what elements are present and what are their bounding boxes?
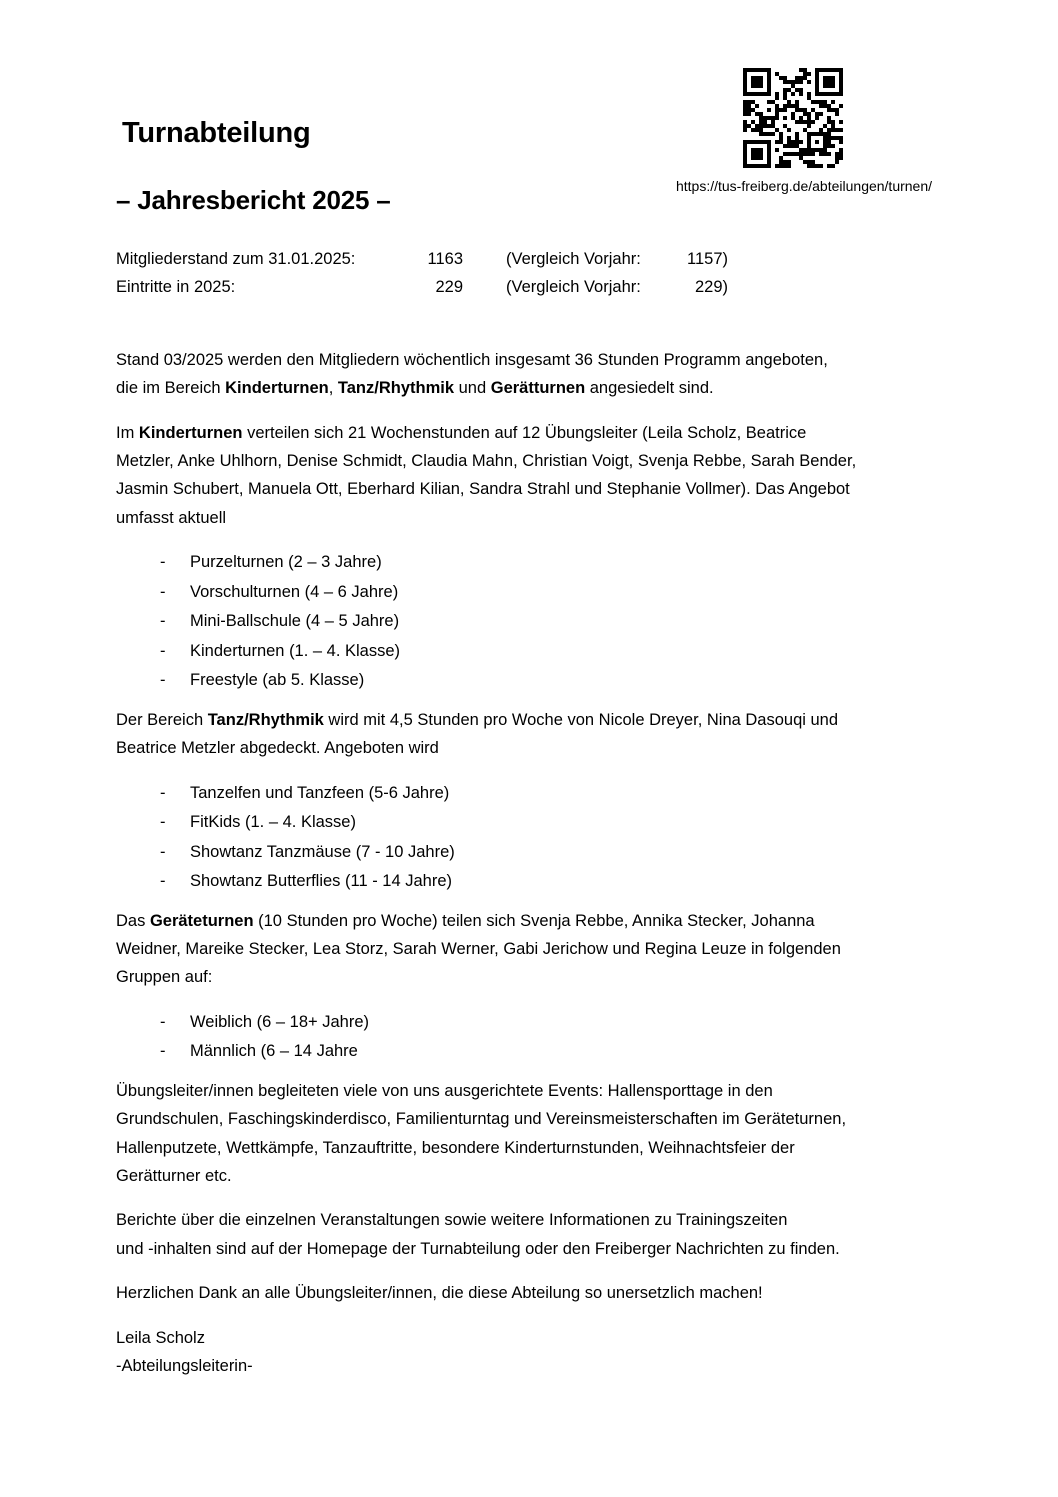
stats-row-joins bbox=[116, 273, 998, 301]
text-run: Grundschulen, Faschingskinderdisco, Familienturntag und Vereinsmeisterschaften im Geräteturnen, bbox=[116, 1110, 847, 1129]
text-run: wird mit 4,5 Stunden pro Woche von Nicole Dreyer, Nina Dasouqi und bbox=[323, 710, 839, 729]
bullet-marker: - bbox=[160, 1012, 166, 1031]
qr-url: https://tus-freiberg.de/abteilungen/turnen/ bbox=[675, 178, 933, 194]
list-item-text: Purzelturnen (2 – 3 Jahre) bbox=[190, 553, 382, 572]
text-run: Jasmin Schubert, Manuela Ott, Eberhard Kilian, Sandra Strahl und Stephanie Vollmer). Das Angebot bbox=[116, 480, 850, 499]
text-line bbox=[116, 1105, 998, 1133]
stat-compare-value: 229) bbox=[694, 278, 728, 297]
list-item bbox=[116, 637, 998, 667]
text-run: Leila Scholz bbox=[116, 1328, 205, 1347]
text-line bbox=[116, 1279, 998, 1307]
text-line bbox=[116, 447, 998, 475]
text-run: und -inhalten sind auf der Homepage der Turnabteilung oder den Freiberger Nachrichten zu finden. bbox=[116, 1239, 840, 1258]
text-line bbox=[116, 374, 998, 402]
text-line bbox=[116, 1134, 998, 1162]
text-run: Stand 03/2025 werden den Mitgliedern wöchentlich insgesamt 36 Stunden Programm angeboten, bbox=[116, 350, 828, 369]
list-item-text: Tanzelfen und Tanzfeen (5-6 Jahre) bbox=[190, 783, 450, 802]
bold-text-run: Kinderturnen bbox=[225, 379, 329, 398]
text-line bbox=[116, 907, 998, 935]
text-line bbox=[116, 504, 998, 532]
text-run: und bbox=[454, 379, 491, 398]
stat-compare-label: (Vergleich Vorjahr: bbox=[506, 250, 641, 268]
text-line bbox=[116, 1206, 998, 1234]
text-run: Im bbox=[116, 423, 139, 442]
text-line bbox=[116, 1324, 998, 1352]
list-item bbox=[116, 607, 998, 637]
bullet-list bbox=[116, 779, 998, 897]
stat-label: Eintritte in 2025: bbox=[116, 278, 236, 297]
list-item bbox=[116, 808, 998, 838]
stat-label: Mitgliederstand zum 31.01.2025: bbox=[116, 250, 356, 268]
text-run: Herzlichen Dank an alle Übungsleiter/innen, die diese Abteilung so unersetzlich machen! bbox=[116, 1284, 763, 1303]
qr-block bbox=[643, 68, 965, 195]
text-line bbox=[116, 1235, 998, 1263]
bullet-list bbox=[116, 548, 998, 696]
stat-value: 229 bbox=[435, 278, 463, 297]
text-run: Berichte über die einzelnen Veranstaltungen sowie weitere Informationen zu Trainingszeiten bbox=[116, 1211, 788, 1230]
text-run: , bbox=[328, 379, 338, 398]
bold-text-run: Gerätturnen bbox=[490, 379, 586, 398]
text-line bbox=[116, 963, 998, 991]
stats-row-members bbox=[116, 245, 998, 273]
list-item bbox=[116, 867, 998, 897]
bullet-marker: - bbox=[160, 582, 166, 601]
text-line bbox=[116, 1162, 998, 1190]
paragraph bbox=[116, 346, 998, 403]
list-item-text: Showtanz Tanzmäuse (7 - 10 Jahre) bbox=[190, 842, 455, 861]
bullet-marker: - bbox=[160, 842, 166, 861]
bold-text-run: Kinderturnen bbox=[138, 423, 243, 442]
document-body bbox=[116, 346, 998, 1381]
text-line bbox=[116, 1077, 998, 1105]
text-run: angesiedelt sind. bbox=[585, 379, 714, 398]
bullet-marker: - bbox=[160, 671, 166, 690]
bold-text-run: Geräteturnen bbox=[149, 911, 254, 930]
page-title: Turnabteilung bbox=[122, 117, 311, 149]
text-run: Metzler, Anke Uhlhorn, Denise Schmidt, Claudia Mahn, Christian Voigt, Svenja Rebbe, Sarah Bender, bbox=[116, 452, 857, 471]
paragraph bbox=[116, 419, 998, 533]
list-item-text: Freestyle (ab 5. Klasse) bbox=[190, 671, 365, 690]
text-run: die im Bereich bbox=[116, 379, 226, 398]
bullet-list bbox=[116, 1008, 998, 1067]
bullet-marker: - bbox=[160, 641, 166, 660]
text-line bbox=[116, 706, 998, 734]
paragraph bbox=[116, 706, 998, 763]
list-item bbox=[116, 779, 998, 809]
bold-text-run: Tanz/Rhythmik bbox=[207, 710, 324, 729]
bullet-marker: - bbox=[160, 612, 166, 631]
text-line bbox=[116, 935, 998, 963]
text-line bbox=[116, 419, 998, 447]
qr-code-image bbox=[743, 68, 843, 168]
bullet-marker: - bbox=[160, 783, 166, 802]
text-run: -Abteilungsleiterin- bbox=[116, 1357, 253, 1376]
list-item-text: FitKids (1. – 4. Klasse) bbox=[190, 813, 356, 832]
list-item-text: Weiblich (6 – 18+ Jahre) bbox=[190, 1012, 369, 1031]
bullet-marker: - bbox=[160, 813, 166, 832]
paragraph bbox=[116, 1077, 998, 1191]
list-item bbox=[116, 578, 998, 608]
stats-spacer bbox=[463, 273, 506, 301]
stat-value: 1163 bbox=[427, 250, 463, 268]
text-run: Der Bereich bbox=[116, 710, 208, 729]
list-item bbox=[116, 1008, 998, 1038]
bullet-marker: - bbox=[160, 553, 166, 572]
text-run: Gruppen auf: bbox=[116, 968, 213, 987]
bullet-marker: - bbox=[160, 872, 166, 891]
text-run: (10 Stunden pro Woche) teilen sich Svenja Rebbe, Annika Stecker, Johanna bbox=[253, 911, 815, 930]
list-item bbox=[116, 838, 998, 868]
bullet-marker: - bbox=[160, 1042, 166, 1061]
paragraph bbox=[116, 1279, 998, 1307]
membership-stats bbox=[116, 245, 998, 302]
text-run: Hallenputzete, Wettkämpfe, Tanzauftritte, besondere Kinderturnstunden, Weihnachtsfeier der bbox=[116, 1138, 795, 1157]
text-line bbox=[116, 475, 998, 503]
list-item-text: Männlich (6 – 14 Jahre bbox=[190, 1042, 358, 1061]
stats-spacer bbox=[463, 245, 506, 273]
text-run: Weidner, Mareike Stecker, Lea Storz, Sarah Werner, Gabi Jerichow und Regina Leuze in folgenden bbox=[116, 939, 841, 958]
text-run: umfasst aktuell bbox=[116, 508, 227, 527]
list-item-text: Vorschulturnen (4 – 6 Jahre) bbox=[190, 582, 399, 601]
text-run: verteilen sich 21 Wochenstunden auf 12 Übungsleiter (Leila Scholz, Beatrice bbox=[242, 423, 807, 442]
text-run: Beatrice Metzler abgedeckt. Angeboten wird bbox=[116, 739, 439, 758]
list-item bbox=[116, 1037, 998, 1067]
stat-compare-label: (Vergleich Vorjahr: bbox=[506, 278, 641, 297]
paragraph bbox=[116, 907, 998, 992]
stat-compare-value: 1157) bbox=[687, 250, 728, 268]
list-item-text: Mini-Ballschule (4 – 5 Jahre) bbox=[190, 612, 400, 631]
list-item bbox=[116, 666, 998, 696]
text-line bbox=[116, 1352, 998, 1380]
text-run: Übungsleiter/innen begleiteten viele von uns ausgerichtete Events: Hallensporttage in den bbox=[116, 1081, 773, 1100]
paragraph bbox=[116, 1324, 998, 1381]
list-item bbox=[116, 548, 998, 578]
text-run: Das bbox=[116, 911, 150, 930]
list-item-text: Showtanz Butterflies (11 - 14 Jahre) bbox=[190, 872, 452, 891]
text-line bbox=[116, 346, 998, 374]
bold-text-run: Tanz/Rhythmik bbox=[337, 379, 455, 398]
page-subtitle: – Jahresbericht 2025 – bbox=[116, 185, 391, 215]
text-line bbox=[116, 734, 998, 762]
text-run: Gerätturner etc. bbox=[116, 1167, 232, 1185]
paragraph bbox=[116, 1206, 998, 1263]
list-item-text: Kinderturnen (1. – 4. Klasse) bbox=[190, 641, 401, 660]
